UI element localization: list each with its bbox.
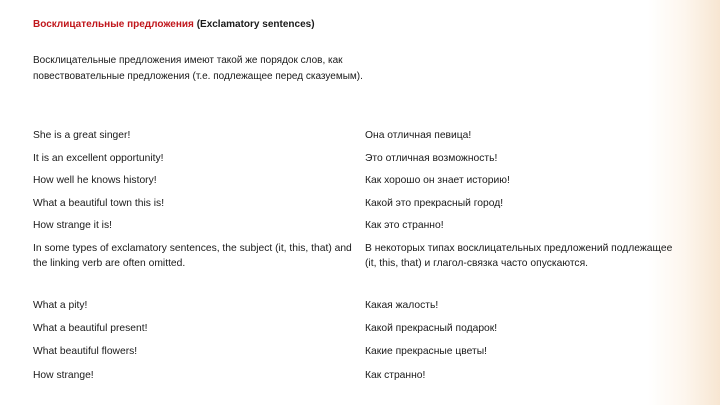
pair-1-english: She is a great singer! xyxy=(33,130,131,141)
intro-paragraph: Восклицательные предложения имеют такой же порядок слов, как повествовательные предложения (т.е. подлежащее перед сказуемым). xyxy=(33,55,363,82)
note-english: In some types of exclamatory sentences, the subject (it, this, that) and the linking verb are often omitted. xyxy=(33,243,352,269)
pair-6-russian: Какая жалость! xyxy=(365,300,439,311)
pair-2-russian: Это отличная возможность! xyxy=(365,153,498,164)
pair-9-russian: Как странно! xyxy=(365,370,426,381)
pair-6-english: What a pity! xyxy=(33,300,88,311)
pair-1-russian: Она отличная певица! xyxy=(365,130,472,141)
pair-4-russian: Какой это прекрасный город! xyxy=(365,198,504,209)
pair-4-english: What a beautiful town this is! xyxy=(33,198,165,209)
pair-3-russian: Как хорошо он знает историю! xyxy=(365,175,510,186)
pair-7-english: What a beautiful present! xyxy=(33,323,148,334)
pair-7-russian: Какой прекрасный подарок! xyxy=(365,323,498,334)
pair-3-english: How well he knows history! xyxy=(33,175,157,186)
pair-2-english: It is an excellent opportunity! xyxy=(33,153,164,164)
pair-5-russian: Как это странно! xyxy=(365,220,444,231)
pair-8-russian: Какие прекрасные цветы! xyxy=(365,346,487,357)
title-english: (Exclamatory sentences) xyxy=(196,19,315,30)
note-russian: В некоторых типах восклицательных предложений подлежащее (it, this, that) и глагол-связка часто опускаются. xyxy=(365,243,673,269)
title-russian: Восклицательные предложения xyxy=(33,19,194,30)
pair-5-english: How strange it is! xyxy=(33,220,112,231)
pair-9-english: How strange! xyxy=(33,370,94,381)
pair-8-english: What beautiful flowers! xyxy=(33,346,138,357)
